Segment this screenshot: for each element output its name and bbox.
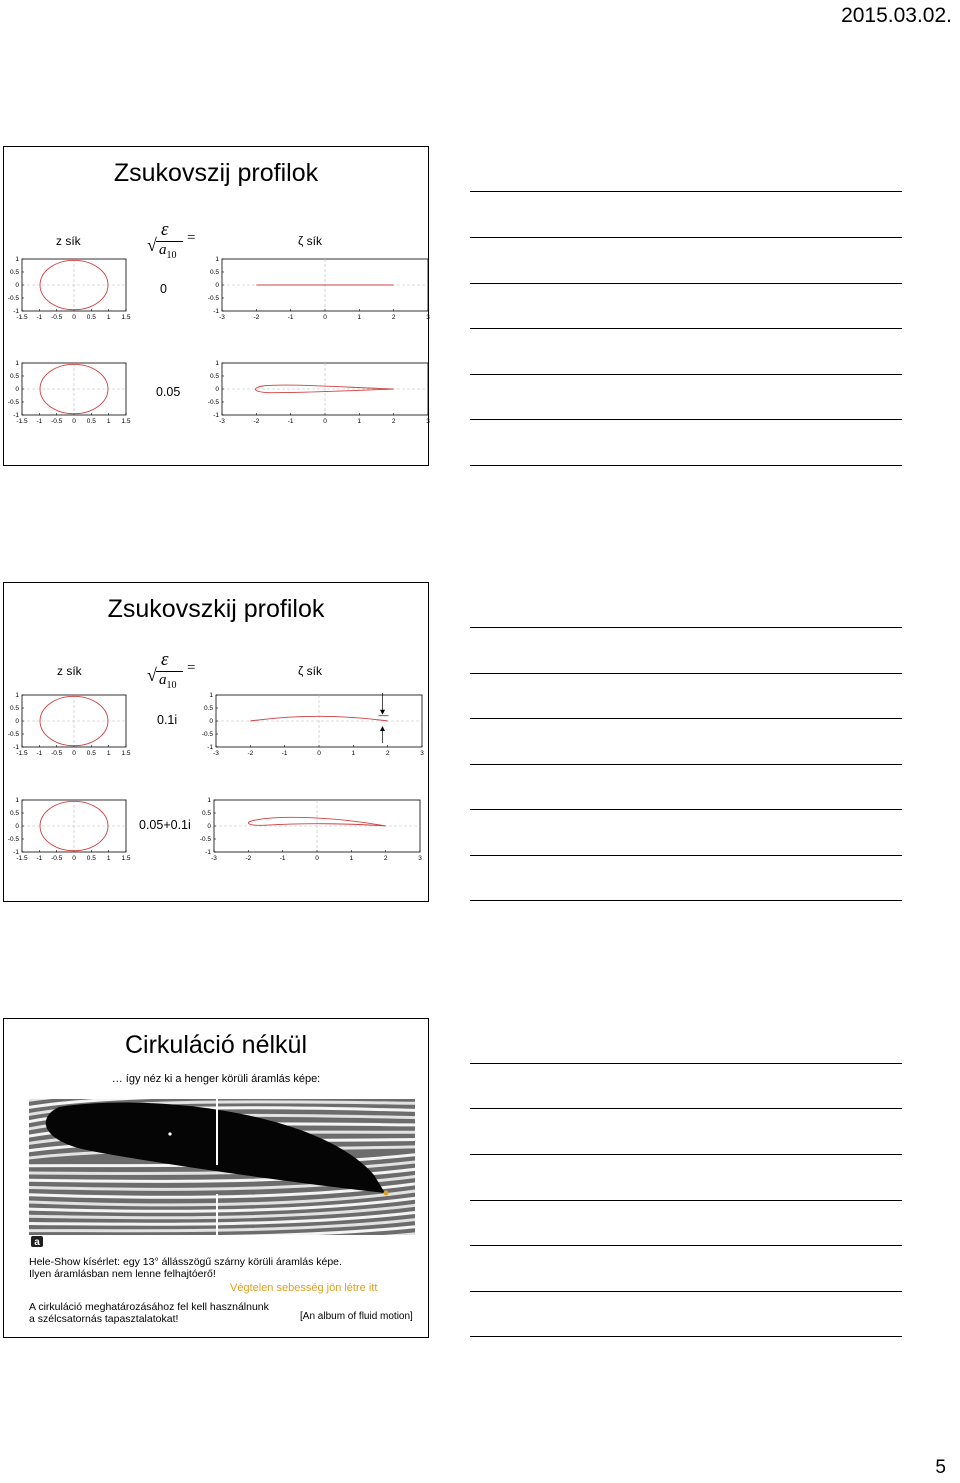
svg-text:1: 1 xyxy=(15,256,19,263)
svg-text:-1: -1 xyxy=(36,314,43,321)
note-line xyxy=(470,718,902,719)
svg-text:1: 1 xyxy=(207,797,211,804)
svg-text:-0.5: -0.5 xyxy=(207,399,219,406)
svg-text:0.5: 0.5 xyxy=(209,269,219,276)
bottom-line-1: A cirkuláció meghatározásához fel kell használnunk xyxy=(29,1301,269,1313)
svg-text:-1: -1 xyxy=(13,849,19,856)
svg-text:-1: -1 xyxy=(36,750,43,757)
z-plane-plot-row1 xyxy=(7,256,131,321)
svg-text:3: 3 xyxy=(426,314,430,321)
epsilon-symbol: ε xyxy=(161,649,169,670)
svg-text:-2: -2 xyxy=(245,855,252,862)
svg-text:0: 0 xyxy=(15,718,19,725)
note-line xyxy=(470,900,902,901)
note-line xyxy=(470,764,902,765)
note-line xyxy=(470,627,902,628)
note-line xyxy=(470,465,902,466)
svg-text:0: 0 xyxy=(323,314,327,321)
svg-text:1: 1 xyxy=(15,360,19,367)
svg-text:0.5: 0.5 xyxy=(86,750,96,757)
svg-text:0: 0 xyxy=(317,750,321,757)
svg-text:-1: -1 xyxy=(36,418,43,425)
svg-text:1.5: 1.5 xyxy=(121,750,131,757)
slide-cirkulacio-nelkul xyxy=(3,1018,429,1338)
svg-text:-1.5: -1.5 xyxy=(16,750,28,757)
slide-title: Cirkuláció nélkül xyxy=(124,1031,308,1059)
z-plane-plot-row1 xyxy=(7,692,131,757)
svg-text:1: 1 xyxy=(106,855,111,862)
svg-text:-1.5: -1.5 xyxy=(16,418,28,425)
z-plane-plot-row2 xyxy=(7,360,131,425)
svg-text:-0.5: -0.5 xyxy=(51,855,63,862)
singularity-point xyxy=(384,1191,389,1196)
epsilon-value: 0.05+0.1i xyxy=(139,818,191,832)
svg-text:-0.5: -0.5 xyxy=(7,836,19,843)
svg-text:1: 1 xyxy=(349,855,354,862)
svg-text:-2: -2 xyxy=(247,750,254,757)
svg-text:1: 1 xyxy=(351,750,356,757)
svg-text:0.5: 0.5 xyxy=(9,269,19,276)
hele-shaw-flow-photo xyxy=(29,1099,415,1254)
bottom-line-2: a szélcsatornás tapasztalatokat! xyxy=(29,1313,179,1325)
zeta-plane-plot-row2 xyxy=(199,797,422,862)
note-line xyxy=(470,237,902,238)
svg-text:0.5: 0.5 xyxy=(86,314,96,321)
svg-text:2: 2 xyxy=(391,418,396,425)
note-line xyxy=(470,1245,902,1246)
note-line xyxy=(470,1200,902,1201)
note-line xyxy=(470,1336,902,1337)
svg-text:-0.5: -0.5 xyxy=(7,399,19,406)
z-plane-label: z sík xyxy=(56,234,81,248)
svg-text:1: 1 xyxy=(106,750,111,757)
equals-sign: = xyxy=(187,660,196,676)
svg-text:0.5: 0.5 xyxy=(201,810,211,817)
svg-text:0: 0 xyxy=(215,282,219,289)
note-line xyxy=(470,283,902,284)
svg-text:0: 0 xyxy=(207,823,211,830)
svg-text:1.5: 1.5 xyxy=(121,314,131,321)
svg-text:0: 0 xyxy=(72,855,76,862)
zeta-plane-plot-row1 xyxy=(201,692,424,757)
zeta-plane-label: ζ sík xyxy=(298,234,322,248)
svg-text:1.5: 1.5 xyxy=(121,418,131,425)
svg-text:3: 3 xyxy=(426,418,430,425)
z-plane-label: z sík xyxy=(57,664,82,678)
svg-text:1.5: 1.5 xyxy=(121,855,131,862)
svg-text:0: 0 xyxy=(209,718,213,725)
zeta-plane-plot-row2 xyxy=(207,360,430,425)
svg-text:0: 0 xyxy=(72,418,76,425)
svg-text:-0.5: -0.5 xyxy=(207,295,219,302)
epsilon-value: 0.05 xyxy=(156,385,181,399)
svg-text:0: 0 xyxy=(15,823,19,830)
svg-text:1: 1 xyxy=(357,418,362,425)
z-plane-plot-row2 xyxy=(7,797,131,862)
slide-title: Zsukovszkij profilok xyxy=(107,595,325,623)
svg-text:-1.5: -1.5 xyxy=(16,314,28,321)
note-line xyxy=(470,855,902,856)
svg-text:1: 1 xyxy=(215,256,219,263)
svg-text:-0.5: -0.5 xyxy=(7,295,19,302)
denominator-a: a xyxy=(159,672,167,688)
photo-label: a xyxy=(34,1237,40,1248)
equals-sign: = xyxy=(187,230,196,246)
caption-line-2: Ilyen áramlásban nem lenne felhajtóerő! xyxy=(29,1268,216,1280)
svg-text:-3: -3 xyxy=(219,418,225,425)
svg-text:3: 3 xyxy=(418,855,422,862)
reference: [An album of fluid motion] xyxy=(300,1311,413,1322)
svg-text:-1: -1 xyxy=(213,412,219,419)
svg-text:2: 2 xyxy=(383,855,388,862)
svg-text:-2: -2 xyxy=(253,418,260,425)
svg-text:-1: -1 xyxy=(13,412,19,419)
note-line xyxy=(470,1108,902,1109)
header-date: 2015.03.02. xyxy=(841,4,952,27)
svg-text:-0.5: -0.5 xyxy=(199,836,211,843)
svg-text:0: 0 xyxy=(323,418,327,425)
svg-text:-0.5: -0.5 xyxy=(51,314,63,321)
epsilon-value: 0.1i xyxy=(157,713,178,727)
svg-text:0: 0 xyxy=(72,750,76,757)
note-line xyxy=(470,809,902,810)
svg-text:2: 2 xyxy=(391,314,396,321)
svg-text:-1: -1 xyxy=(36,855,43,862)
svg-text:0.5: 0.5 xyxy=(86,418,96,425)
page-number: 5 xyxy=(935,1457,946,1478)
svg-text:0: 0 xyxy=(15,386,19,393)
svg-text:-1: -1 xyxy=(287,418,294,425)
svg-text:-1: -1 xyxy=(13,308,19,315)
svg-text:0: 0 xyxy=(315,855,319,862)
svg-text:1: 1 xyxy=(209,692,213,699)
svg-text:0.5: 0.5 xyxy=(86,855,96,862)
note-line xyxy=(470,673,902,674)
denominator-subscript: 10 xyxy=(166,680,177,691)
denominator-subscript: 10 xyxy=(166,250,177,261)
svg-text:-1: -1 xyxy=(207,744,213,751)
svg-text:0: 0 xyxy=(15,282,19,289)
zeta-plane-label: ζ sík xyxy=(298,664,322,678)
svg-text:0.5: 0.5 xyxy=(203,705,213,712)
svg-text:0.5: 0.5 xyxy=(9,810,19,817)
svg-text:-0.5: -0.5 xyxy=(7,731,19,738)
svg-text:-0.5: -0.5 xyxy=(201,731,213,738)
svg-text:1: 1 xyxy=(106,314,111,321)
svg-text:-1: -1 xyxy=(13,744,19,751)
svg-text:-1: -1 xyxy=(281,750,288,757)
note-line xyxy=(470,1291,902,1292)
svg-text:-0.5: -0.5 xyxy=(51,418,63,425)
svg-text:1: 1 xyxy=(15,692,19,699)
svg-text:1: 1 xyxy=(15,797,19,804)
svg-text:0.5: 0.5 xyxy=(209,373,219,380)
svg-text:-1.5: -1.5 xyxy=(16,855,28,862)
svg-text:-3: -3 xyxy=(219,314,225,321)
svg-text:1: 1 xyxy=(106,418,111,425)
svg-text:-3: -3 xyxy=(213,750,219,757)
note-line xyxy=(470,328,902,329)
note-line xyxy=(470,419,902,420)
slide-zsukovszij-profilok: Zsukovszij profilok z sík ζ sík ε √ $a_{10}$ = 0 0.05 -1.5 -1 -0.5 0 0.5 1 1.5 1 0.5 0 -0.5 -1 -3 -2 -1 0 1 2 3 1 0.5 0 -0.5 -1 -1.5 -1 -0.5 0 0.5 1 1.5 1 0.5 0 -0.5 -1 -3 -2 -1 0 1 2 3 1 0.5 0 -0.5 -1 xyxy=(3,146,429,466)
svg-text:3: 3 xyxy=(420,750,424,757)
svg-text:-1: -1 xyxy=(287,314,294,321)
zeta-plane-plot-row1 xyxy=(207,256,430,321)
slide-title: Zsukovszij profilok xyxy=(113,159,319,187)
note-line xyxy=(470,191,902,192)
svg-text:0: 0 xyxy=(215,386,219,393)
svg-text:-1: -1 xyxy=(279,855,286,862)
slide-subtitle: … így néz ki a henger körüli áramlás képe: xyxy=(111,1073,321,1085)
svg-text:0.5: 0.5 xyxy=(9,705,19,712)
caption-line-1: Hele-Show kísérlet: egy 13° állásszögű szárny körüli áramlás képe. xyxy=(29,1256,342,1268)
svg-text:1: 1 xyxy=(215,360,219,367)
svg-text:-1: -1 xyxy=(205,849,211,856)
svg-text:0.5: 0.5 xyxy=(9,373,19,380)
svg-text:-2: -2 xyxy=(253,314,260,321)
slide-zsukovszkij-profilok: Zsukovszkij profilok z sík ζ sík ε √ $a_{10}$ = 0.1i 0.05+0.1i -1.5 -1 -0.5 0 0.5 1 1.5 1 0.5 0 -0.5 -1 -3 -2 -1 0 1 2 3 1 0.5 0 -0.5 -1 -1.5 -1 -0.5 0 0.5 1 1.5 1 0.5 0 -0.5 -1 -3 -2 -1 0 1 2 3 1 0.5 0 -0.5 -1 xyxy=(3,582,429,902)
svg-text:-3: -3 xyxy=(211,855,217,862)
denominator-a: a xyxy=(159,242,167,258)
epsilon-symbol: ε xyxy=(161,219,169,240)
note-line xyxy=(470,1154,902,1155)
singularity-note: Végtelen sebesség jön létre itt xyxy=(230,1282,378,1294)
epsilon-value: 0 xyxy=(160,282,167,296)
svg-text:2: 2 xyxy=(385,750,390,757)
svg-text:-1: -1 xyxy=(213,308,219,315)
svg-text:0: 0 xyxy=(72,314,76,321)
svg-text:-0.5: -0.5 xyxy=(51,750,63,757)
note-line xyxy=(470,374,902,375)
svg-text:1: 1 xyxy=(357,314,362,321)
note-line xyxy=(470,1063,902,1064)
